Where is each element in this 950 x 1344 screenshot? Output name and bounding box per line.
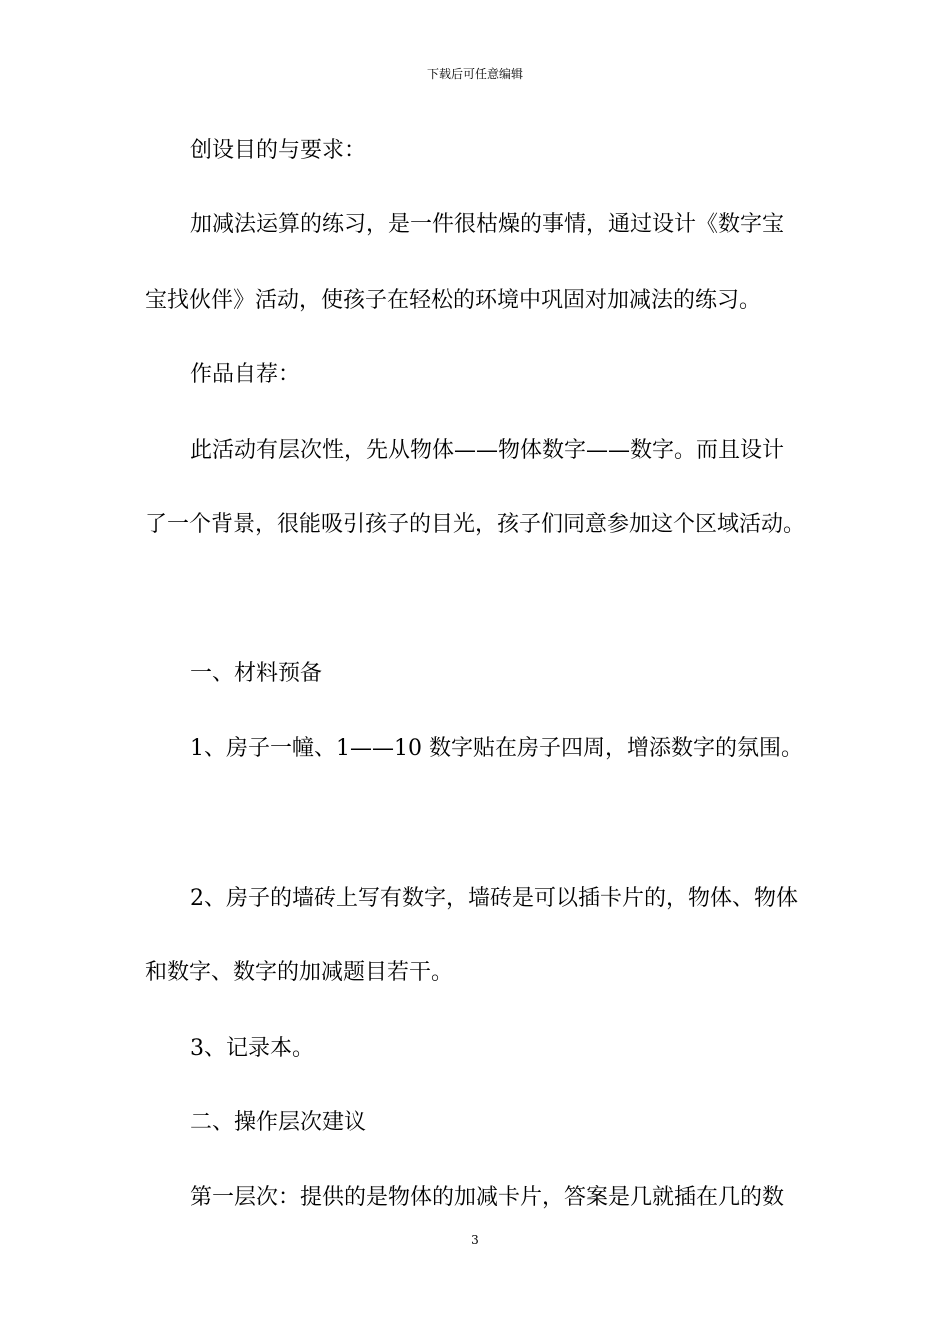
paragraph-line: 第一层次：提供的是物体的加减卡片，答案是几就插在几的数 bbox=[190, 1185, 785, 1210]
paragraph-line: 此活动有层次性，先从物体——物体数字——数字。而且设计 bbox=[190, 438, 785, 463]
section-heading-goals: 创设目的与要求： bbox=[190, 138, 367, 163]
section-heading-recommendation: 作品自荐： bbox=[190, 362, 301, 387]
list-item: 1、房子一幢、1——10 数字贴在房子四周，增添数字的氛围。 bbox=[190, 736, 803, 761]
paragraph-line: 了一个背景，很能吸引孩子的目光，孩子们同意参加这个区域活动。 bbox=[145, 512, 806, 537]
paragraph-line: 加减法运算的练习，是一件很枯燥的事情，通过设计《数字宝 bbox=[190, 212, 785, 237]
paragraph-line: 宝找伙伴》活动，使孩子在轻松的环境中巩固对加减法的练习。 bbox=[145, 288, 762, 313]
list-item: 2、房子的墙砖上写有数字，墙砖是可以插卡片的，物体、物体 bbox=[190, 886, 798, 911]
section-heading-materials: 一、材料预备 bbox=[190, 661, 323, 686]
page-number: 3 bbox=[471, 1233, 479, 1247]
paragraph-line: 和数字、数字的加减题目若干。 bbox=[145, 960, 454, 985]
list-item: 3、记录本。 bbox=[190, 1036, 314, 1061]
page-header: 下载后可任意编辑 bbox=[426, 67, 523, 81]
section-heading-operation: 二、操作层次建议 bbox=[190, 1110, 367, 1135]
